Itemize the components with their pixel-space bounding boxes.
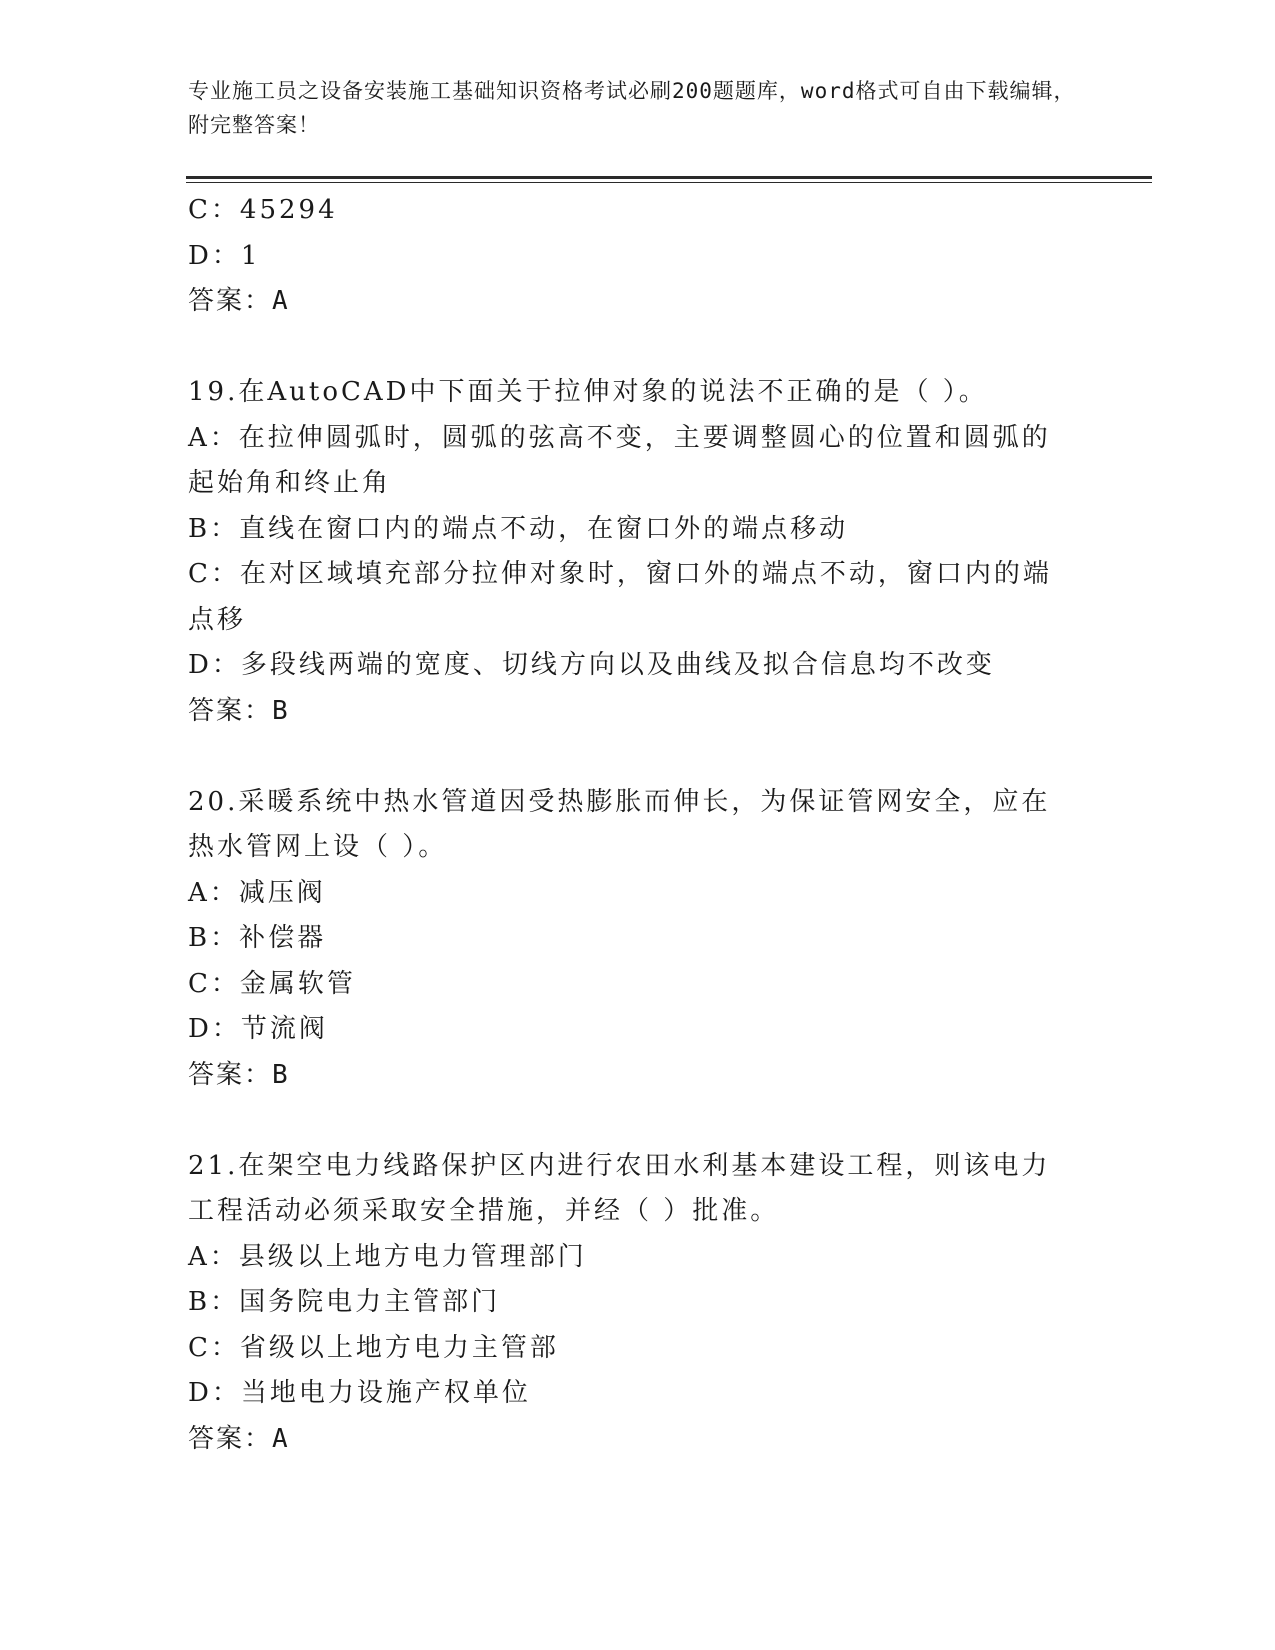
spacer <box>188 325 1068 371</box>
question-stem: 20.采暖系统中热水管道因受热膨胀而伸长，为保证管网安全，应在热水管网上设（ ）。 <box>188 786 1051 862</box>
option-text: 多段线两端的宽度、切线方向以及曲线及拟合信息均不改变 <box>240 650 995 680</box>
question-stem: 19.在AutoCAD中下面关于拉伸对象的说法不正确的是（ ）。 <box>188 377 988 407</box>
answer-line: 答案：A <box>188 1423 290 1454</box>
option-text: 减压阀 <box>238 877 326 908</box>
option-text: 国务院电力主管部门 <box>239 1287 501 1317</box>
option-letter: A： <box>188 422 239 453</box>
option-letter: D： <box>188 1378 241 1408</box>
option-letter: C： <box>188 1332 240 1363</box>
option-text: 在对区域填充部分拉伸对象时，窗口外的端点不动，窗口内的端点移 <box>188 559 1052 635</box>
question-block-19 <box>188 370 1068 734</box>
option-b <box>188 507 1068 553</box>
option-d <box>188 643 1068 689</box>
question-stem: 21.在架空电力线路保护区内进行农田水利基本建设工程，则该电力工程活动必须采取安全措施，并经（ ）批准。 <box>188 1150 1051 1226</box>
question-block-20 <box>188 780 1068 1099</box>
option-letter: B： <box>188 1287 240 1317</box>
option-b <box>188 916 1068 962</box>
option-text: 省级以上地方电力主管部 <box>239 1332 559 1363</box>
option-text: 节流阀 <box>240 1014 328 1044</box>
option-a <box>188 1235 1068 1281</box>
option-letter: B： <box>188 923 240 953</box>
document-body <box>188 188 1068 1462</box>
option-letter: C： <box>188 968 240 999</box>
spacer <box>188 734 1068 780</box>
option-text: 在拉伸圆弧时，圆弧的弦高不变，主要调整圆心的位置和圆弧的起始角和终止角 <box>188 422 1051 498</box>
option-d <box>188 1007 1068 1053</box>
answer-line: 答案：B <box>188 1059 290 1090</box>
header-rule-thin <box>186 182 1152 183</box>
option-c <box>188 1326 1068 1372</box>
option-c <box>188 962 1068 1008</box>
header-rule-thick <box>186 176 1152 179</box>
option-letter: D： <box>188 650 241 680</box>
option-letter: B： <box>188 513 240 544</box>
answer-line: 答案：B <box>188 695 290 726</box>
previous-question-tail <box>188 188 1068 325</box>
option-a <box>188 416 1068 507</box>
option-text: 1 <box>240 240 261 271</box>
option-text: 当地电力设施产权单位 <box>240 1378 531 1408</box>
option-d <box>188 234 1068 280</box>
option-d <box>188 1371 1068 1417</box>
option-c <box>188 188 1068 234</box>
option-letter: C： <box>188 559 240 589</box>
answer-line: 答案：A <box>188 286 290 316</box>
option-a <box>188 871 1068 917</box>
document-header-title: 专业施工员之设备安装施工基础知识资格考试必刷200题题库，word格式可自由下载编辑，附完整答案！ <box>188 79 1076 137</box>
option-letter: D： <box>188 240 241 271</box>
option-letter: A： <box>188 877 239 908</box>
option-letter: A： <box>188 1241 239 1272</box>
option-text: 补偿器 <box>239 923 327 953</box>
option-c <box>188 552 1068 643</box>
option-b <box>188 1280 1068 1326</box>
option-text: 县级以上地方电力管理部门 <box>238 1241 587 1272</box>
question-block-21 <box>188 1144 1068 1463</box>
option-letter: D： <box>188 1014 241 1044</box>
option-text: 直线在窗口内的端点不动，在窗口外的端点移动 <box>239 513 849 544</box>
spacer <box>188 1098 1068 1144</box>
option-text: 45294 <box>239 195 338 225</box>
option-text: 金属软管 <box>239 968 356 999</box>
option-letter: C： <box>188 195 240 225</box>
